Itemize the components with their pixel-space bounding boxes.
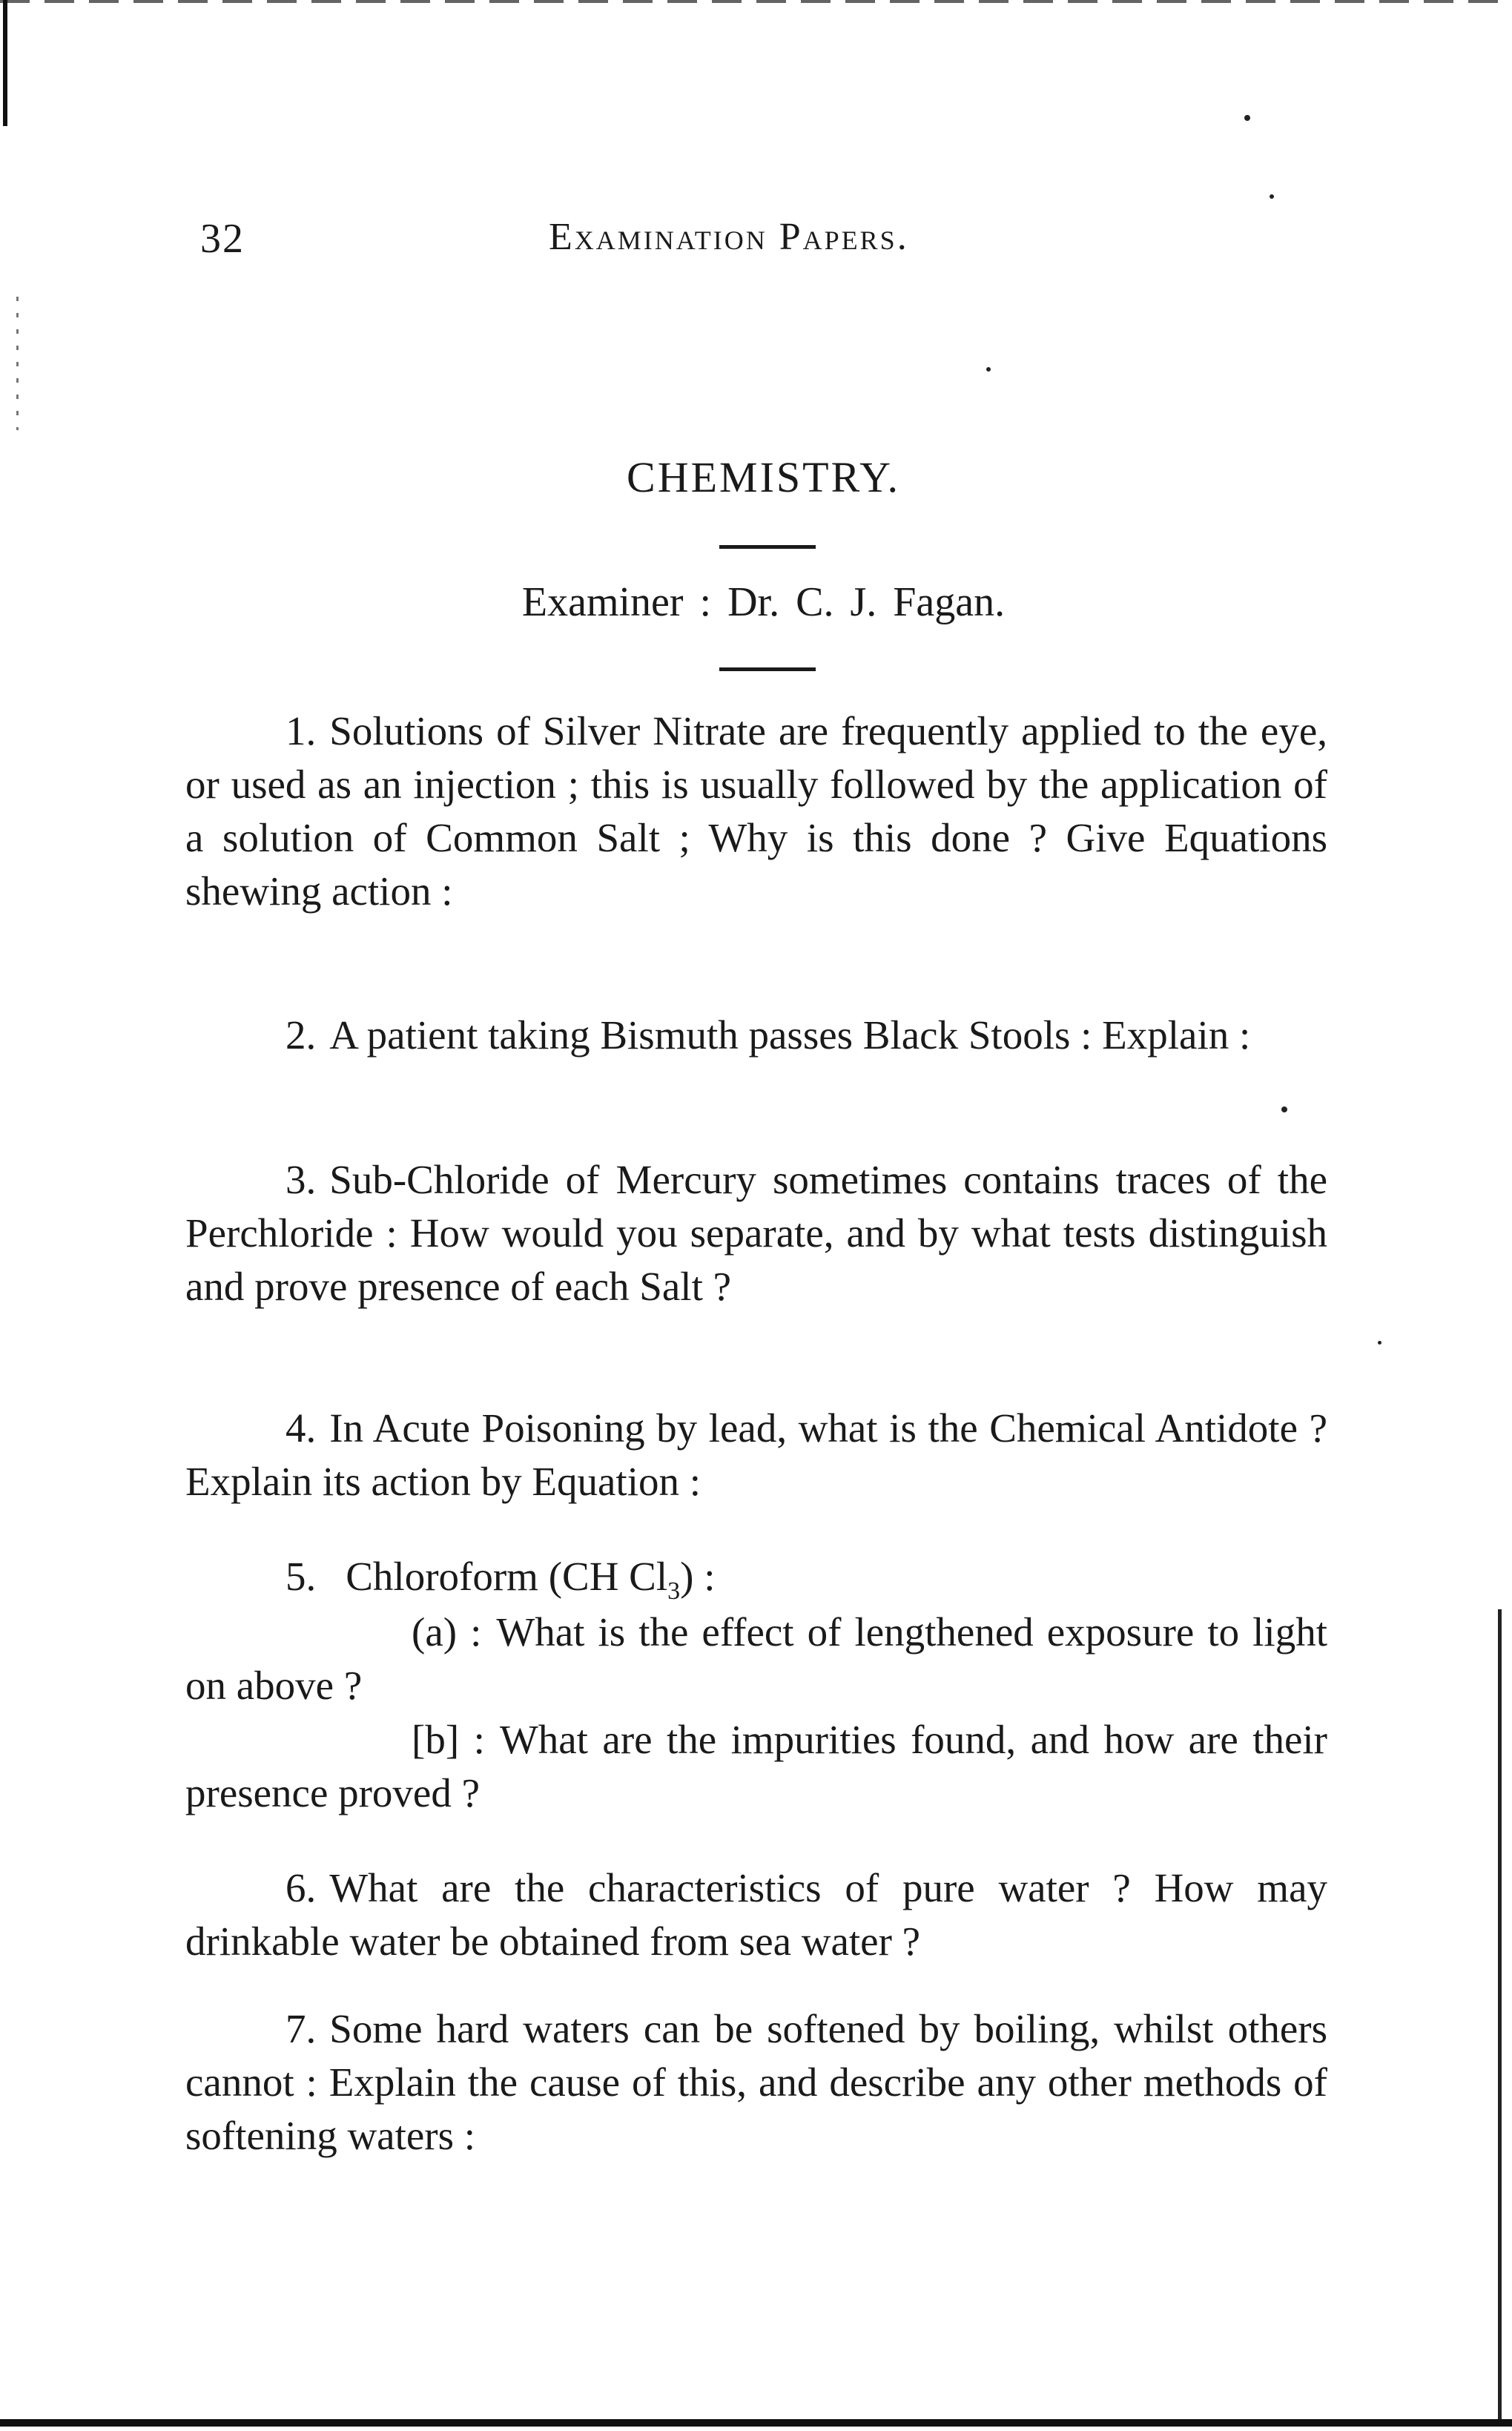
scan-top-edge <box>0 0 1512 3</box>
examiner-rule <box>719 667 816 671</box>
question-text: What are the characteristics of pure water ? How may drinkable water be obtained from sea water ? <box>185 1865 1327 1964</box>
question-number: 3. <box>285 1157 317 1202</box>
subscript: 3 <box>667 1577 681 1605</box>
question-text: Some hard waters can be softened by boiling, whilst others cannot : Explain the cause of this, and describe any other methods of softening waters : <box>185 2006 1327 2158</box>
question-number: 7. <box>285 2006 317 2051</box>
question-7 <box>185 2002 1327 2163</box>
question-text-end: ) : <box>680 1554 716 1599</box>
question-6 <box>185 1861 1327 1968</box>
question-1 <box>185 705 1327 918</box>
question-text: A patient taking Bismuth passes Black Stools : Explain : <box>329 1012 1251 1058</box>
scan-left-dots <box>16 297 19 430</box>
title-rule <box>719 545 816 549</box>
page-number: 32 <box>200 216 245 262</box>
scan-speck <box>986 367 991 372</box>
question-number: 2. <box>285 1012 317 1058</box>
question-number: 1. <box>285 708 317 753</box>
scan-speck <box>1378 1341 1381 1345</box>
page-header <box>0 215 1512 267</box>
running-title: Examination Papers. <box>549 216 909 258</box>
part-label: [b] : <box>412 1717 485 1762</box>
question-text: Sub-Chloride of Mercury sometimes contains traces of the Perchloride : How would you separate, and by what tests distinguish and prove presence of each Salt ? <box>185 1157 1327 1309</box>
question-number: 6. <box>285 1865 317 1910</box>
part-label: (a) : <box>412 1609 482 1655</box>
question-5b <box>185 1713 1327 1820</box>
part-text: What is the effect of lengthened exposure to light on above ? <box>185 1609 1327 1708</box>
scan-speck <box>1244 115 1250 121</box>
scan-right-edge <box>1498 1609 1502 2425</box>
scan-bottom-edge <box>0 2419 1512 2427</box>
question-4 <box>185 1402 1327 1508</box>
scan-speck <box>1270 194 1274 199</box>
question-2 <box>185 1009 1327 1062</box>
part-text: What are the impurities found, and how are their presence proved ? <box>185 1717 1327 1815</box>
question-number: 5. <box>285 1554 317 1599</box>
question-5a <box>185 1606 1327 1712</box>
question-text: Solutions of Silver Nitrate are frequently applied to the eye, or used as an injection ; this is usually followed by the application of a solution of Common Salt ; Why is this done ? Give Equations shewing action : <box>185 708 1327 914</box>
section-title: CHEMISTRY. <box>627 453 900 501</box>
question-text: In Acute Poisoning by lead, what is the Chemical Antidote ? Explain its action by Equation : <box>185 1405 1327 1504</box>
scan-left-edge <box>3 0 7 126</box>
question-3 <box>185 1153 1327 1313</box>
scan-speck <box>1281 1106 1287 1112</box>
examiner-line: Examiner : Dr. C. J. Fagan. <box>521 579 1006 625</box>
question-text: Chloroform (CH Cl <box>346 1554 668 1599</box>
question-number: 4. <box>285 1405 317 1451</box>
